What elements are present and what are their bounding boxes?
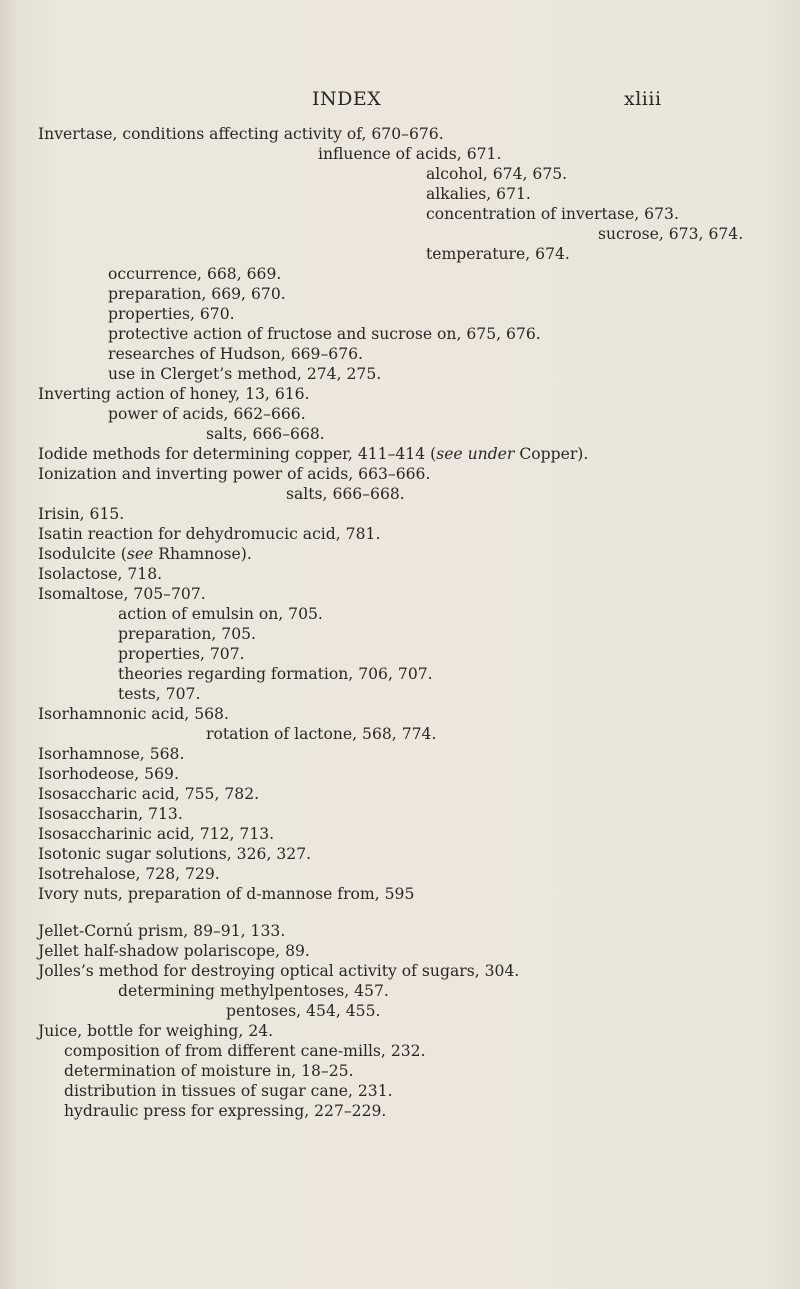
index-subentry: distribution in tissues of sugar cane, 231. — [64, 1082, 393, 1100]
running-head: INDEX — [312, 88, 382, 110]
index-entry: Isosaccharin, 713. — [38, 805, 183, 823]
index-subentry: influence of acids, 671. — [318, 145, 502, 163]
index-subentry: determining methylpentoses, 457. — [118, 982, 389, 1000]
index-subentry: determination of moisture in, 18–25. — [64, 1062, 354, 1080]
index-subentry: hydraulic press for expressing, 227–229. — [64, 1102, 387, 1120]
index-entry: Isorhamnonic acid, 568. — [38, 705, 229, 723]
index-subentry: salts, 666–668. — [286, 485, 405, 503]
index-subentry: properties, 707. — [118, 645, 245, 663]
index-entry: Isosaccharinic acid, 712, 713. — [38, 825, 275, 843]
index-subentry: sucrose, 673, 674. — [598, 225, 744, 243]
index-entry: Isolactose, 718. — [38, 565, 163, 583]
entry-text: Copper). — [514, 445, 589, 463]
index-subentry: tests, 707. — [118, 685, 201, 703]
entry-text: Iodide methods for determining copper, 411–414 ( — [38, 445, 437, 463]
index-subentry: temperature, 674. — [426, 245, 570, 263]
index-subentry: action of emulsin on, 705. — [118, 605, 323, 623]
index-subentry: occurrence, 668, 669. — [108, 265, 282, 283]
index-entry: Invertase, conditions affecting activity of, 670–676. — [38, 125, 444, 143]
index-entry: Isotonic sugar solutions, 326, 327. — [38, 845, 312, 863]
index-subentry: properties, 670. — [108, 305, 235, 323]
index-entry — [38, 444, 588, 464]
cross-reference-note: see under — [436, 445, 515, 463]
index-subentry: composition of from different cane-mills, 232. — [64, 1042, 426, 1060]
index-subentry: concentration of invertase, 673. — [426, 205, 679, 223]
index-entry — [38, 544, 252, 564]
index-entry: Irisin, 615. — [38, 505, 125, 523]
index-entry: Ivory nuts, preparation of d-mannose from, 595 — [38, 885, 415, 903]
index-entry: Isatin reaction for dehydromucic acid, 781. — [38, 525, 381, 543]
entry-text: Rhamnose). — [153, 545, 252, 563]
index-entry: Jellet half-shadow polariscope, 89. — [38, 942, 310, 960]
page-header — [0, 88, 800, 112]
index-subentry: pentoses, 454, 455. — [226, 1002, 381, 1020]
index-entry: Juice, bottle for weighing, 24. — [38, 1022, 274, 1040]
index-subentry: rotation of lactone, 568, 774. — [206, 725, 437, 743]
index-entry: Jolles’s method for destroying optical activity of sugars, 304. — [38, 962, 520, 980]
index-entry: Isorhodeose, 569. — [38, 765, 179, 783]
page-number: xliii — [624, 88, 662, 110]
index-subentry: power of acids, 662–666. — [108, 405, 306, 423]
index-subentry: salts, 666–668. — [206, 425, 325, 443]
cross-reference-note: see — [126, 545, 154, 563]
index-subentry: researches of Hudson, 669–676. — [108, 345, 363, 363]
index-entry: Jellet-Cornú prism, 89–91, 133. — [38, 922, 286, 940]
index-entry: Isorhamnose, 568. — [38, 745, 185, 763]
index-entry: Isomaltose, 705–707. — [38, 585, 206, 603]
index-entry: Inverting action of honey, 13, 616. — [38, 385, 310, 403]
index-entry: Ionization and inverting power of acids, 663–666. — [38, 465, 431, 483]
index-subentry: use in Clerget’s method, 274, 275. — [108, 365, 382, 383]
index-entry: Isotrehalose, 728, 729. — [38, 865, 220, 883]
index-subentry: alcohol, 674, 675. — [426, 165, 568, 183]
index-entry: Isosaccharic acid, 755, 782. — [38, 785, 260, 803]
index-subentry: theories regarding formation, 706, 707. — [118, 665, 433, 683]
index-subentry: preparation, 669, 670. — [108, 285, 286, 303]
index-subentry: protective action of fructose and sucrose on, 675, 676. — [108, 325, 541, 343]
index-subentry: alkalies, 671. — [426, 185, 531, 203]
entry-text: Isodulcite ( — [38, 545, 127, 563]
index-subentry: preparation, 705. — [118, 625, 257, 643]
